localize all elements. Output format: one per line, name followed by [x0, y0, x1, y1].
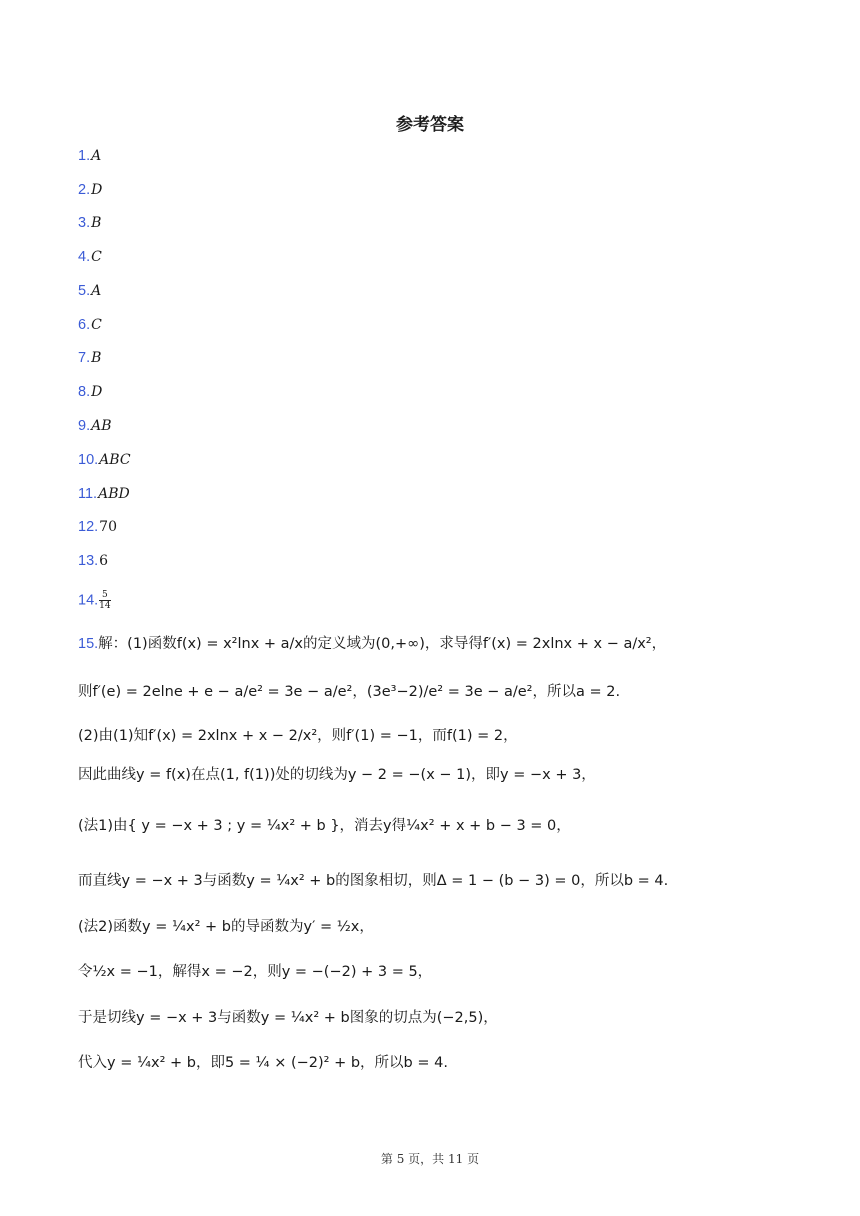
answer-value: ABC: [99, 452, 131, 468]
answer-item: [78, 382, 102, 402]
solution-line: 令½x = −1，解得x = −2，则y = −(−2) + 3 = 5，: [78, 964, 433, 980]
solution-text: 解：(1)函数f(x) = x²lnx + a/x的定义域为(0,+∞)，求导得f′(x) = 2xlnx + x − a/x²，: [98, 636, 667, 652]
answer-value: C: [91, 317, 102, 333]
answer-item: [78, 315, 102, 335]
answer-number: 6.: [78, 317, 91, 333]
answer-number: 3.: [78, 215, 91, 231]
solution-line: [78, 633, 666, 655]
solution-line: 于是切线y = −x + 3与函数y = ¼x² + b图象的切点为(−2,5)，: [78, 1010, 498, 1026]
solution-line: (法1)由{ y = −x + 3 ; y = ¼x² + b }，消去y得¼x² + x + b − 3 = 0，: [78, 818, 571, 834]
answer-value: A: [91, 283, 102, 299]
solution-line: (法2)函数y = ¼x² + b的导函数为y′ = ½x，: [78, 919, 374, 935]
answer-value: B: [91, 215, 102, 231]
answer-number: 7.: [78, 350, 91, 366]
answer-item: [78, 180, 102, 200]
answer-number: 2.: [78, 182, 91, 198]
answer-number: 10.: [78, 452, 99, 468]
solution-line: 因此曲线y = f(x)在点(1, f(1))处的切线为y − 2 = −(x − 1)，即y = −x + 3，: [78, 767, 596, 783]
answer-value: A: [91, 148, 102, 164]
answer-number: 9.: [78, 418, 91, 434]
answer-value: AB: [91, 418, 112, 434]
answer-number: 4.: [78, 249, 91, 265]
answer-item: [78, 484, 130, 504]
answer-value: 70: [99, 519, 117, 535]
answer-number: 5.: [78, 283, 91, 299]
answer-value: D: [91, 182, 103, 198]
answer-value: ABD: [98, 486, 130, 502]
answer-item: [78, 146, 101, 166]
page-title: 参考答案: [396, 115, 464, 135]
answer-item: [78, 416, 112, 436]
answer-value: C: [91, 249, 102, 265]
answer-item: [78, 590, 111, 610]
answer-value: B: [91, 350, 102, 366]
answer-number: 14.: [78, 592, 99, 609]
answer-item: [78, 213, 101, 233]
answer-value: D: [91, 384, 103, 400]
answer-number: 12.: [78, 519, 99, 535]
answer-item: [78, 348, 101, 368]
answer-number: 15.: [78, 636, 99, 652]
answer-number: 8.: [78, 384, 91, 400]
answer-item: [78, 450, 131, 470]
answer-fraction: [99, 590, 110, 611]
answer-item: [78, 517, 117, 537]
fraction-denominator: 14: [99, 601, 111, 611]
answer-number: 11.: [78, 486, 98, 502]
answer-item: [78, 247, 102, 267]
answer-value: 6: [99, 553, 109, 569]
solution-line: (2)由(1)知f′(x) = 2xlnx + x − 2/x²，则f′(1) = −1，而f(1) = 2，: [78, 728, 518, 744]
answer-item: [78, 551, 108, 571]
page-footer: 第 5 页，共 11 页: [380, 1152, 480, 1166]
solution-line: 则f′(e) = 2elne + e − a/e² = 3e − a/e²，(3e³−2)/e² = 3e − a/e²，所以a = 2.: [78, 684, 621, 700]
solution-line: 而直线y = −x + 3与函数y = ¼x² + b的图象相切，则Δ = 1 − (b − 3) = 0，所以b = 4.: [78, 873, 669, 889]
solution-line: 代入y = ¼x² + b，即5 = ¼ × (−2)² + b，所以b = 4.: [78, 1055, 448, 1071]
answer-number: 13.: [78, 553, 99, 569]
fraction-numerator: 5: [99, 590, 110, 601]
answer-number: 1.: [78, 148, 91, 164]
answer-item: [78, 281, 101, 301]
